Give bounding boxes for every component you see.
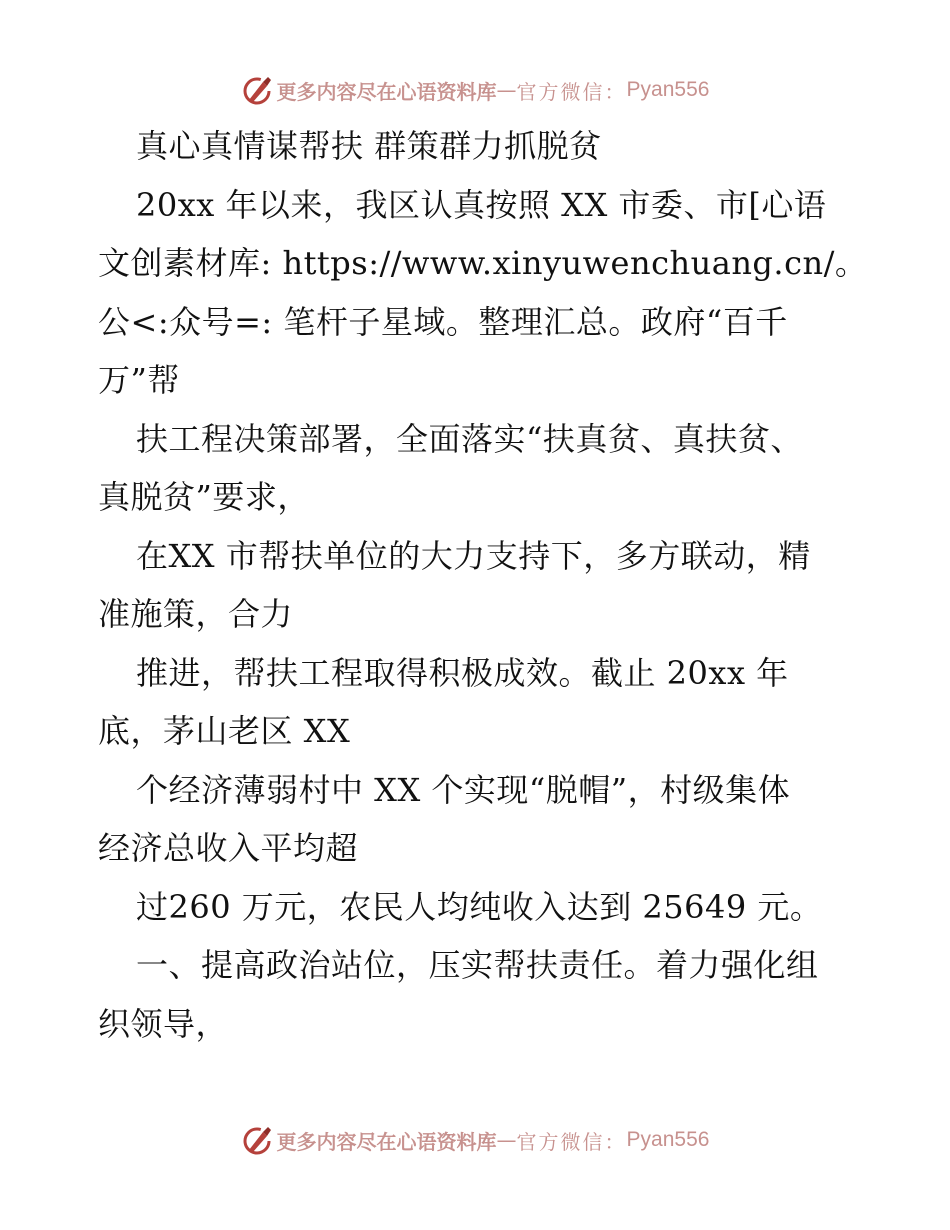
watermark-dash: —	[496, 1128, 517, 1152]
watermark-wechat-id: Pyan556	[626, 78, 710, 101]
paragraph-line: 推进，帮扶工程取得积极成效。截止 20xx 年	[136, 653, 789, 692]
paragraph-line: 个经济薄弱村中 XX 个实现“脱帽”，村级集体	[136, 770, 791, 809]
header-watermark	[0, 70, 950, 110]
document-body	[98, 117, 868, 1053]
watermark-wechat-id: Pyan556	[626, 1128, 710, 1151]
paragraph-line: 文创素材库: https://www.xinyuwenchuang.cn/。	[98, 244, 868, 282]
paragraph-line: 织领导，	[98, 1004, 229, 1043]
watermark-wechat-label: 官方微信：	[516, 1129, 627, 1154]
fountain-pen-logo-icon	[241, 1124, 273, 1156]
paragraph-line: 扶工程决策部署，全面落实“扶真贫、真扶贫、	[136, 419, 803, 458]
paragraph-line: 底，茅山老区 XX	[98, 712, 351, 750]
fountain-pen-logo-icon	[241, 74, 273, 106]
paragraph-line: 公<:众号=: 笔杆子星域。整理汇总。政府“百千	[98, 302, 788, 341]
paragraph-line: 经济总收入平均超	[98, 829, 359, 867]
watermark-dash: —	[496, 78, 517, 102]
paragraph-line: 在XX 市帮扶单位的大力支持下，多方联动，精	[136, 536, 811, 575]
paragraph-line: 20xx 年以来，我区认真按照 XX 市委、市[心语	[136, 185, 827, 224]
paragraph-line: 真脱贫”要求，	[98, 478, 310, 516]
document-title: 真心真情谋帮扶 群策群力抓脱贫	[136, 127, 602, 165]
watermark-site-text: 更多内容尽在心语资料库	[276, 1129, 497, 1154]
watermark-site-text: 更多内容尽在心语资料库	[276, 79, 497, 104]
section-heading-line: 一、提高政治站位，压实帮扶责任。着力强化组	[136, 946, 819, 984]
paragraph-line: 过260 万元，农民人均纯收入达到 25649 元。	[136, 887, 823, 926]
watermark-wechat-label: 官方微信：	[516, 79, 627, 104]
paragraph-line: 万”帮	[98, 361, 180, 399]
paragraph-line: 准施策，合力	[98, 595, 294, 633]
footer-watermark	[0, 1120, 950, 1160]
